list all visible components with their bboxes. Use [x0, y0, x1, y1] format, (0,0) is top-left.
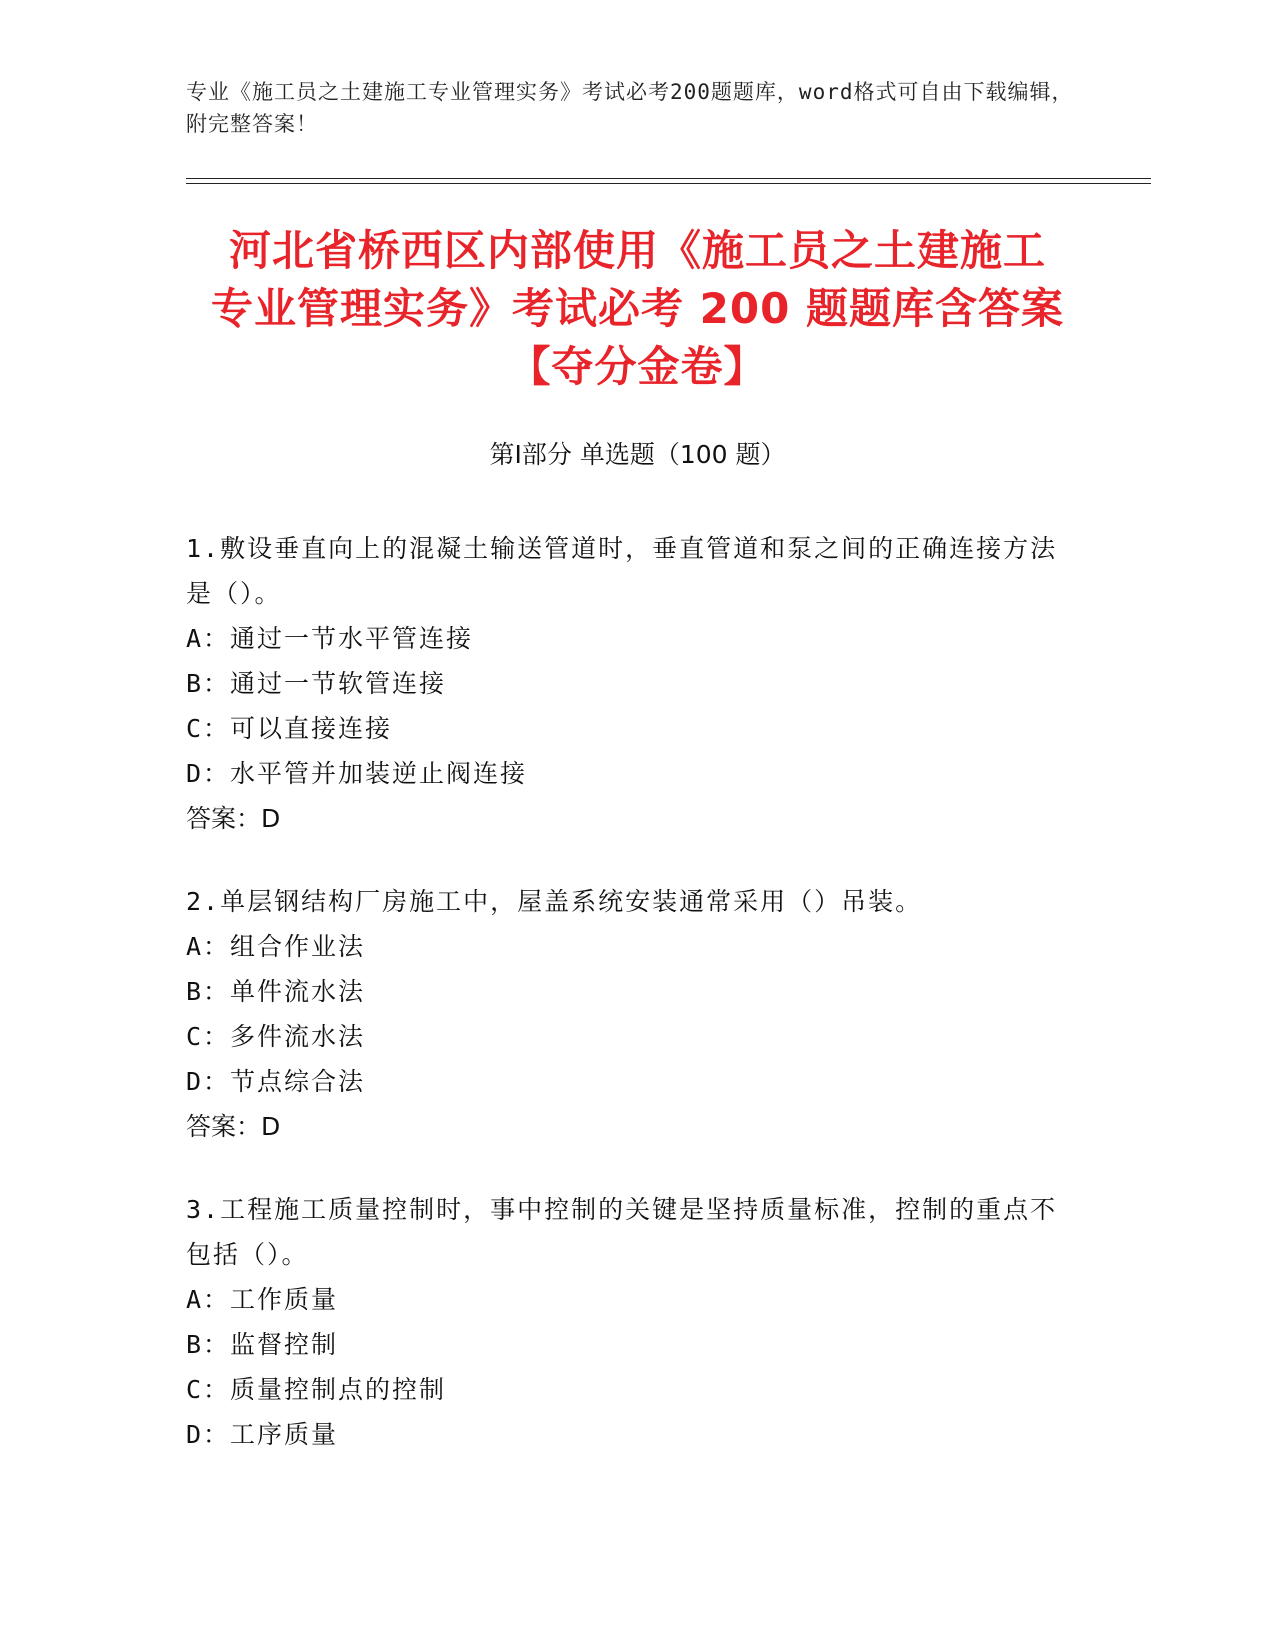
option-c: C：多件流水法 [186, 1022, 366, 1051]
question-list [186, 526, 1066, 1495]
option-c: C：可以直接连接 [186, 714, 393, 743]
option-b: B：通过一节软管连接 [186, 669, 447, 698]
document-title [150, 222, 1125, 396]
option-d: D：水平管并加装逆止阀连接 [186, 759, 528, 788]
option-d: D：节点综合法 [186, 1067, 366, 1096]
question-text: 1.敷设垂直向上的混凝土输送管道时，垂直管道和泵之间的正确连接方法是（）。 [186, 534, 1058, 608]
header-note: 专业《施工员之土建施工专业管理实务》考试必考200题题库，word格式可自由下载编辑，附完整答案！ [186, 80, 1074, 136]
document-title-line-1: 河北省桥西区内部使用《施工员之土建施工 [228, 226, 1046, 275]
question-item [186, 1187, 1066, 1457]
question-text: 3.工程施工质量控制时，事中控制的关键是坚持质量标准，控制的重点不包括（）。 [186, 1195, 1058, 1269]
option-d: D：工序质量 [186, 1420, 339, 1449]
option-a: A：工作质量 [186, 1285, 339, 1314]
option-a: A：通过一节水平管连接 [186, 624, 474, 653]
question-item [186, 526, 1066, 841]
header-rule-bottom [186, 183, 1151, 184]
question-item [186, 879, 1066, 1149]
header-rule-top [186, 178, 1151, 179]
option-b: B：监督控制 [186, 1330, 339, 1359]
document-title-line-3: 【夺分金卷】 [508, 342, 767, 391]
answer-text: 答案：D [186, 804, 281, 833]
option-a: A：组合作业法 [186, 932, 366, 961]
option-b: B：单件流水法 [186, 977, 366, 1006]
question-text: 2.单层钢结构厂房施工中，屋盖系统安装通常采用（）吊装。 [186, 887, 923, 916]
option-c: C：质量控制点的控制 [186, 1375, 447, 1404]
answer-text: 答案：D [186, 1112, 281, 1141]
section-title: 第Ⅰ部分 单选题（100 题） [489, 440, 786, 469]
document-title-line-2: 专业管理实务》考试必考 200 题题库含答案 [211, 284, 1064, 333]
